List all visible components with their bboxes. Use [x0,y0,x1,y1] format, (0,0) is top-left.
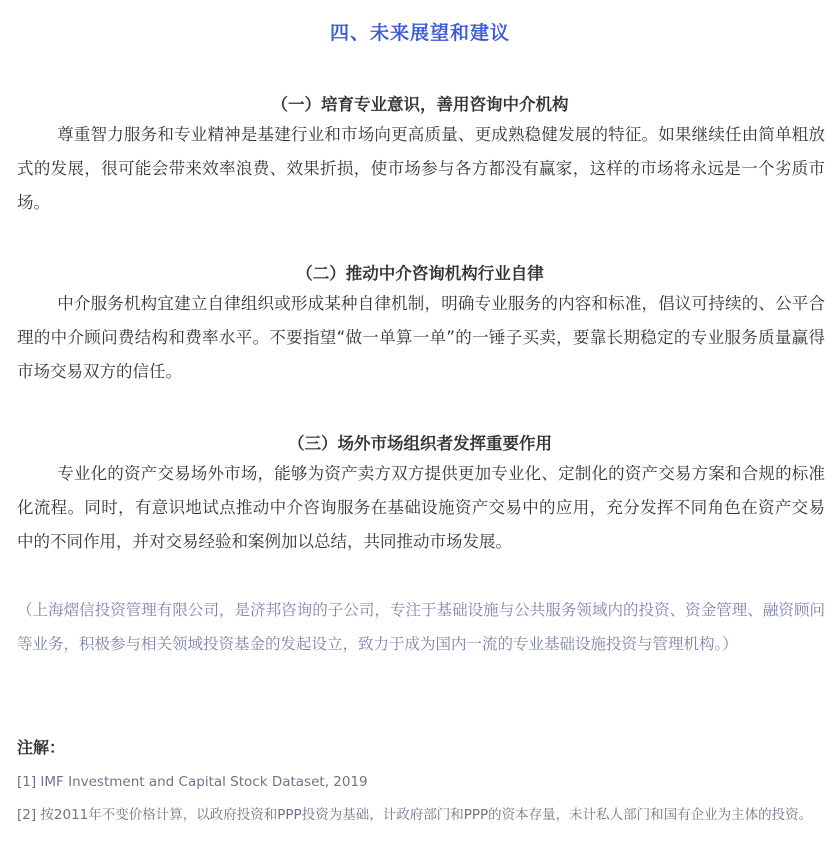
footnote-1: [1] IMF Investment and Capital Stock Dataset, 2019 [17,774,368,790]
section-1-text: 尊重智力服务和专业精神是基建行业和市场向更高质量、更成熟稳健发展的特征。如果继续任由简单粗放式的发展，很可能会带来效率浪费、效果折损，使市场参与各方都没有赢家，这样的市场将永远是一个劣质市场。 [17,125,825,212]
section-3-body [17,457,825,559]
company-note: （上海熠信投资管理有限公司，是济邦咨询的子公司，专注于基础设施与公共服务领域内的投资、资金管理、融资顾问等业务，积极参与相关领域投资基金的发起设立，致力于成为国内一流的专业基础设施投资与管理机构。） [17,601,825,653]
section-2-body [17,287,825,389]
section-3-text: 专业化的资产交易场外市场，能够为资产卖方双方提供更加专业化、定制化的资产交易方案和合规的标准化流程。同时，有意识地试点推动中介咨询服务在基础设施资产交易中的应用，充分发挥不同角色在资产交易中的不同作用，并对交易经验和案例加以总结，共同推动市场发展。 [17,464,825,551]
section-3-title: （三）场外市场组织者发挥重要作用 [288,434,552,453]
section-2-text: 中介服务机构宜建立自律组织或形成某种自律机制，明确专业服务的内容和标准，倡议可持续的、公平合理的中介顾问费结构和费率水平。不要指望“做一单算一单”的一锤子买卖，要靠长期稳定的专业服务质量赢得市场交易双方的信任。 [17,294,825,381]
footnote-2: [2] 按2011年不变价格计算，以政府投资和PPP投资为基础，计政府部门和PPP的资本存量，未计私人部门和国有企业为主体的投资。 [17,807,813,823]
section-2-title: （二）推动中介咨询机构行业自律 [296,264,544,283]
section-1-body [17,118,825,220]
page-title: 四、未来展望和建议 [329,22,510,44]
section-1-title: （一）培育专业意识，善用咨询中介机构 [271,95,569,114]
footnotes-title: 注解： [17,738,66,757]
